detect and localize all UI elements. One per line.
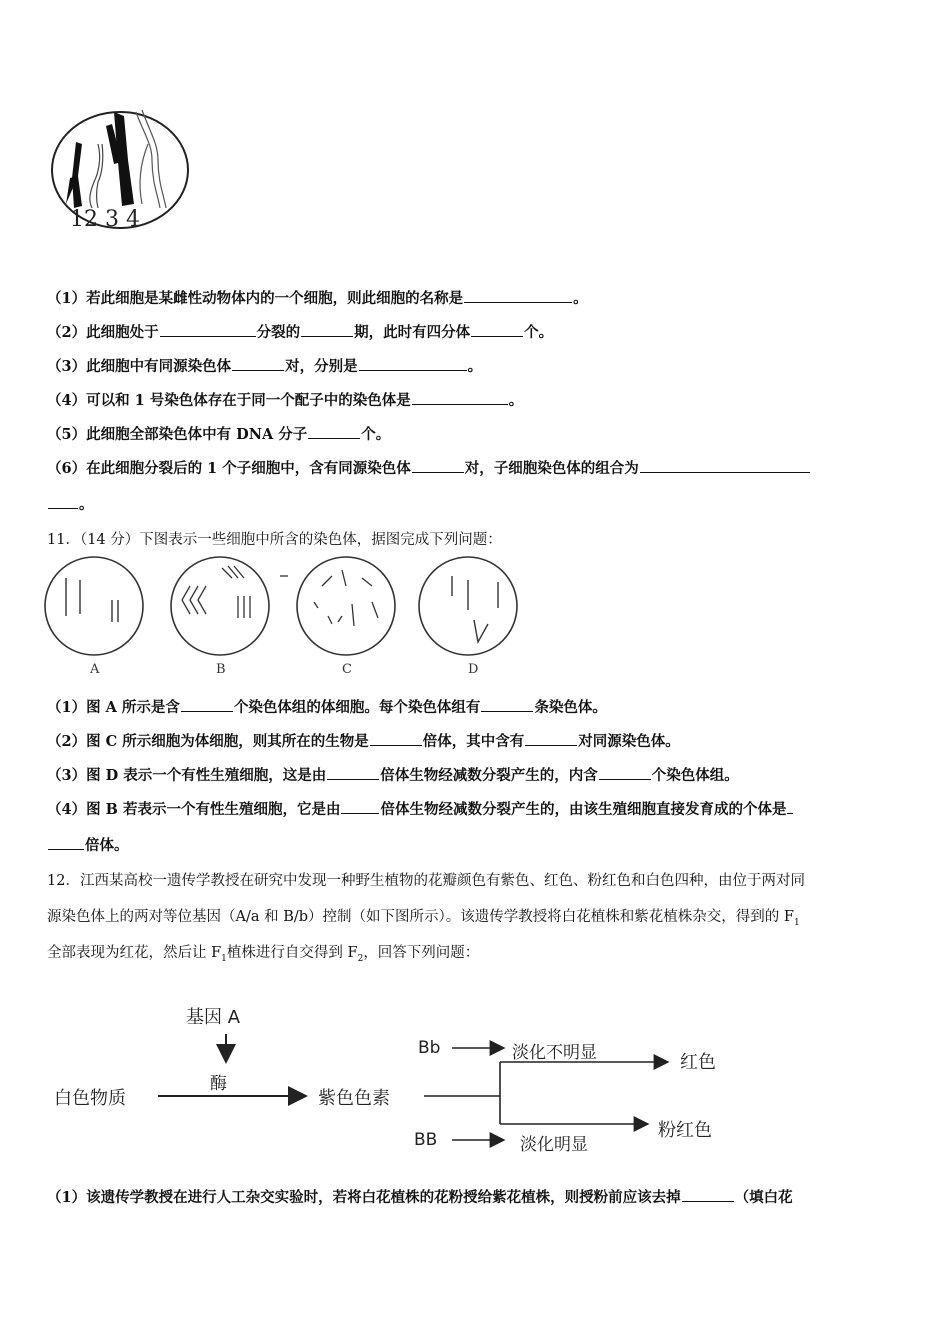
answer-blank[interactable] bbox=[160, 322, 256, 337]
answer-blank[interactable] bbox=[308, 424, 360, 439]
answer-blank[interactable] bbox=[341, 799, 379, 814]
answer-blank[interactable] bbox=[327, 765, 379, 780]
chromosome-numbers: 12 3 4 bbox=[70, 207, 140, 232]
q10-line-2: （2）此细胞处于 分裂的 期，此时有四分体 个。 bbox=[47, 324, 554, 341]
pathway-arrows bbox=[40, 1000, 760, 1160]
answer-blank[interactable] bbox=[471, 322, 523, 337]
BB-label: BB bbox=[414, 1130, 438, 1150]
q11-line-4: （4）图 B 若表示一个有性生殖细胞，它是由 倍体生物经减数分裂产生的，由该生殖细胞直接发育成的个体是 bbox=[47, 799, 907, 820]
purple-pigment-label: 紫色色素 bbox=[318, 1088, 390, 1109]
answer-blank[interactable] bbox=[412, 390, 508, 405]
answer-blank[interactable] bbox=[181, 697, 233, 712]
answer-blank[interactable] bbox=[370, 731, 422, 746]
answer-blank[interactable] bbox=[481, 697, 533, 712]
answer-blank[interactable] bbox=[48, 835, 84, 850]
q10-line-6-cont: 。 bbox=[47, 494, 907, 515]
q11-line-4-cont: 倍体。 bbox=[47, 835, 907, 856]
cell-chromosome-figure bbox=[48, 104, 198, 234]
strong-fade-label: 淡化明显 bbox=[520, 1135, 588, 1155]
q11-line-3: （3）图 D 表示一个有性生殖细胞，这是由 倍体生物经减数分裂产生的，内含 个染色体组。 bbox=[47, 767, 739, 784]
answer-blank[interactable] bbox=[464, 288, 572, 303]
figure-label-c: C bbox=[342, 662, 352, 677]
figure-label-d: D bbox=[468, 662, 479, 677]
figure-label-b: B bbox=[216, 662, 226, 677]
answer-blank[interactable] bbox=[525, 731, 577, 746]
white-substance-label: 白色物质 bbox=[54, 1088, 126, 1109]
red-label: 红色 bbox=[680, 1052, 716, 1073]
answer-blank[interactable] bbox=[682, 1187, 734, 1202]
q11-header: 11．（14 分）下图表示一些细胞中所含的染色体，据图完成下列问题： bbox=[47, 532, 502, 548]
weak-fade-label: 淡化不明显 bbox=[512, 1043, 597, 1063]
answer-blank[interactable] bbox=[232, 356, 284, 371]
answer-blank[interactable] bbox=[359, 356, 467, 371]
gene-a-label: 基因 A bbox=[186, 1007, 241, 1028]
q12-line-1: 12．江西某高校一遗传学教授在研究中发现一种野生植物的花瓣颜色有紫色、红色、粉红色和白色四种，由位于两对同 bbox=[47, 873, 805, 889]
answer-blank[interactable] bbox=[301, 322, 353, 337]
answer-blank[interactable] bbox=[48, 494, 78, 509]
answer-blank[interactable] bbox=[640, 458, 810, 473]
enzyme-label: 酶 bbox=[210, 1074, 227, 1094]
q10-line-6: （6）在此细胞分裂后的 1 个子细胞中，含有同源染色体 对，子细胞染色体的组合为 bbox=[47, 458, 907, 479]
pink-label: 粉红色 bbox=[658, 1120, 712, 1141]
q10-line-3: （3）此细胞中有同源染色体 对，分别是 。 bbox=[47, 358, 483, 375]
q12-sub1: （1）该遗传学教授在进行人工杂交实验时，若将白花植株的花粉授给紫花植株，则授粉前应该去掉 （填白花 bbox=[47, 1189, 793, 1206]
figure-label-a: A bbox=[90, 662, 100, 677]
answer-blank[interactable] bbox=[787, 799, 793, 814]
bb-label: Bb bbox=[418, 1038, 441, 1058]
cells-figure-abcd bbox=[42, 556, 532, 658]
q10-line-1: （1）若此细胞是某雌性动物体内的一个细胞，则此细胞的名称是 。 bbox=[47, 290, 588, 307]
q10-line-5: （5）此细胞全部染色体中有 DNA 分子 个。 bbox=[47, 426, 391, 443]
q11-line-2: （2）图 C 所示细胞为体细胞，则其所在的生物是 倍体，其中含有 对同源染色体。 bbox=[47, 733, 680, 750]
q12-line-2: 源染色体上的两对等位基因（A/a 和 B/b）控制（如下图所示）。该遗传学教授将白花植株和紫花植株杂交，得到的 $F_1$ bbox=[47, 909, 800, 928]
answer-blank[interactable] bbox=[599, 765, 651, 780]
q12-line-3: 全部表现为红花，然后让 $F_1$植株进行自交得到 $F_2$，回答下列问题： bbox=[47, 945, 480, 964]
answer-blank[interactable] bbox=[412, 458, 464, 473]
q11-line-1: （1）图 A 所示是含 个染色体组的体细胞。每个染色体组有 条染色体。 bbox=[47, 699, 607, 716]
q10-line-4: （4）可以和 1 号染色体存在于同一个配子中的染色体是 。 bbox=[47, 392, 524, 409]
